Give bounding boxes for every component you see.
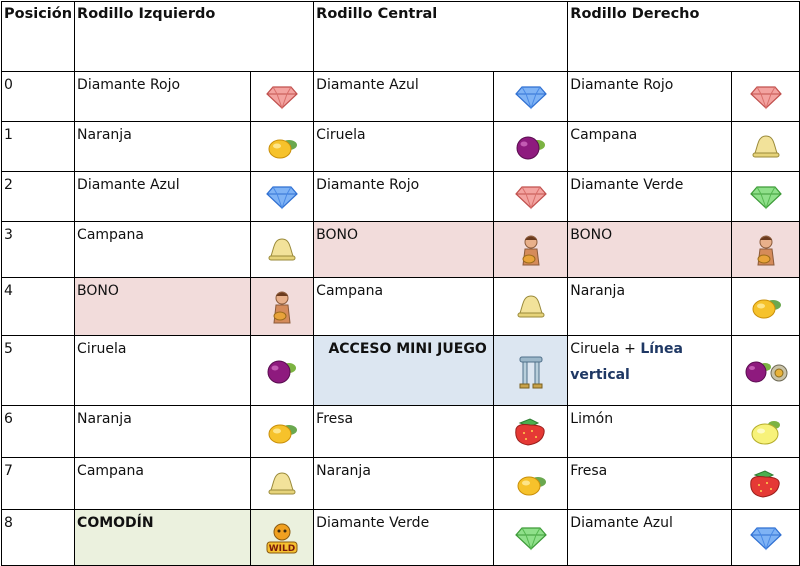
- right-symbol-name: Diamante Azul: [568, 510, 732, 566]
- bell-icon: [250, 222, 313, 278]
- left-symbol-name: Diamante Rojo: [75, 72, 251, 122]
- lemon-icon: [732, 406, 800, 458]
- reel-symbols-table: [1, 1, 800, 566]
- orange-fruit-icon: [250, 122, 313, 172]
- center-symbol-name: Naranja: [314, 458, 494, 510]
- plum-vertical-line-icon: [732, 336, 800, 406]
- right-symbol-name: Diamante Verde: [568, 172, 732, 222]
- center-symbol-name: Campana: [314, 278, 494, 336]
- position-cell: 0: [2, 72, 75, 122]
- left-symbol-name: Naranja: [75, 406, 251, 458]
- center-symbol-name: Diamante Azul: [314, 72, 494, 122]
- strawberry-icon: [494, 406, 568, 458]
- right-symbol-text: Ciruela +: [570, 341, 641, 357]
- position-cell: 4: [2, 278, 75, 336]
- right-symbol-name: Diamante Rojo: [568, 72, 732, 122]
- left-symbol-name: Diamante Azul: [75, 172, 251, 222]
- right-symbol-name: [568, 336, 732, 406]
- left-symbol-name: Naranja: [75, 122, 251, 172]
- right-symbol-name: Fresa: [568, 458, 732, 510]
- center-symbol-name: Fresa: [314, 406, 494, 458]
- table-row: [2, 458, 800, 510]
- vertical-line-label: Línea vertical: [570, 341, 683, 383]
- table-row: [2, 406, 800, 458]
- center-symbol-name: Diamante Verde: [314, 510, 494, 566]
- orange-fruit-icon: [250, 406, 313, 458]
- table-row: [2, 72, 800, 122]
- blue-diamond-icon: [494, 72, 568, 122]
- position-cell: 5: [2, 336, 75, 406]
- position-cell: 1: [2, 122, 75, 172]
- strawberry-icon: [732, 458, 800, 510]
- left-symbol-name: Ciruela: [75, 336, 251, 406]
- wild-label: WILD: [268, 543, 296, 554]
- right-symbol-name: Limón: [568, 406, 732, 458]
- left-symbol-name: Campana: [75, 222, 251, 278]
- position-cell: 2: [2, 172, 75, 222]
- left-symbol-name: COMODÍN: [75, 510, 251, 566]
- table-row: [2, 336, 800, 406]
- right-symbol-name: BONO: [568, 222, 732, 278]
- bell-icon: [732, 122, 800, 172]
- bonus-figure-icon: [494, 222, 568, 278]
- bonus-figure-icon: [250, 278, 313, 336]
- center-symbol-name: Ciruela: [314, 122, 494, 172]
- table-row: [2, 510, 800, 566]
- position-cell: 8: [2, 510, 75, 566]
- header-center-reel: Rodillo Central: [314, 2, 568, 72]
- header-left-reel: Rodillo Izquierdo: [75, 2, 314, 72]
- header-position: Posición: [2, 2, 75, 72]
- orange-fruit-icon: [494, 458, 568, 510]
- header-row: [2, 2, 800, 72]
- bell-icon: [494, 278, 568, 336]
- green-diamond-icon: [732, 172, 800, 222]
- red-diamond-icon: [250, 72, 313, 122]
- plum-icon: [494, 122, 568, 172]
- center-symbol-name: Diamante Rojo: [314, 172, 494, 222]
- position-cell: 7: [2, 458, 75, 510]
- green-diamond-icon: [494, 510, 568, 566]
- blue-diamond-icon: [250, 172, 313, 222]
- red-diamond-icon: [494, 172, 568, 222]
- position-cell: 6: [2, 406, 75, 458]
- blue-diamond-icon: [732, 510, 800, 566]
- table-row: [2, 222, 800, 278]
- right-symbol-name: Campana: [568, 122, 732, 172]
- header-right-reel: Rodillo Derecho: [568, 2, 800, 72]
- table-row: [2, 122, 800, 172]
- center-symbol-name: ACCESO MINI JUEGO: [314, 336, 494, 406]
- center-symbol-name: BONO: [314, 222, 494, 278]
- orange-fruit-icon: [732, 278, 800, 336]
- red-diamond-icon: [732, 72, 800, 122]
- mini-game-access-icon: [494, 336, 568, 406]
- table-row: [2, 172, 800, 222]
- plum-icon: [250, 336, 313, 406]
- bell-icon: [250, 458, 313, 510]
- left-symbol-name: BONO: [75, 278, 251, 336]
- position-cell: 3: [2, 222, 75, 278]
- table-row: [2, 278, 800, 336]
- wild-icon: [250, 510, 313, 566]
- bonus-figure-icon: [732, 222, 800, 278]
- left-symbol-name: Campana: [75, 458, 251, 510]
- right-symbol-name: Naranja: [568, 278, 732, 336]
